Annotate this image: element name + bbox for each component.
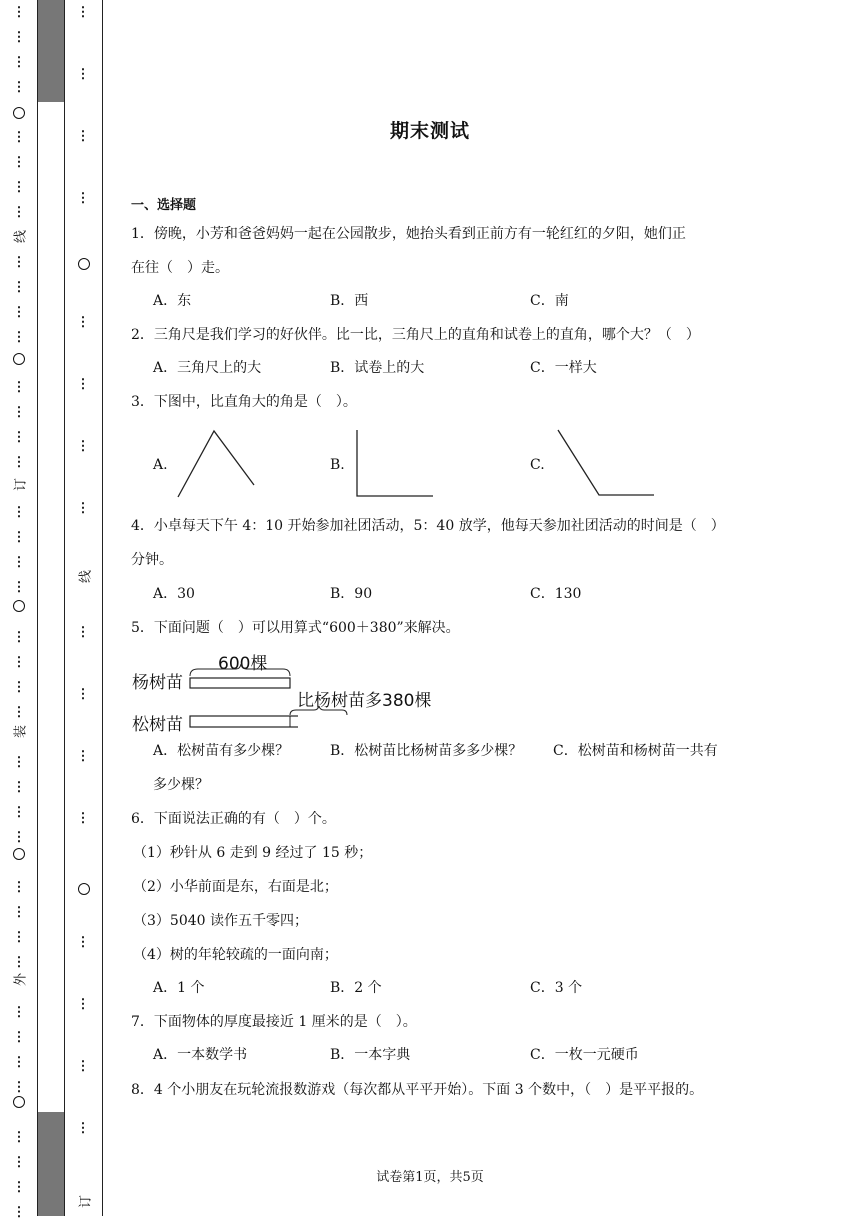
margin-rule	[64, 0, 65, 1216]
question-4-option-c: C．130	[530, 586, 582, 602]
question-5-option-a: A．松树苗有多少棵？	[153, 743, 290, 759]
margin-dot: ⋮	[76, 501, 90, 516]
margin-dot: ⋮	[12, 530, 26, 545]
margin-dot: ⋮	[12, 580, 26, 595]
margin-dot: ⋮	[12, 55, 26, 70]
question-3-option-a: A.	[153, 457, 168, 473]
question-3-option-c: C.	[530, 457, 545, 473]
margin-dot: ⋮	[76, 687, 90, 702]
margin-dot: ⋮	[12, 705, 26, 720]
question-1-stem: 1．傍晚，小芳和爸爸妈妈一起在公园散步，她抬头看到正前方有一轮红红的夕阳，她们正	[131, 226, 686, 242]
margin-dot: ⋮	[12, 755, 26, 770]
margin-label-outside: 外	[13, 973, 29, 987]
margin-label-line-inner: 线	[78, 570, 94, 584]
margin-dot: ⋮	[76, 439, 90, 454]
tape-extra-brace	[288, 700, 350, 718]
question-5-option-c: C．松树苗和杨树苗一共有	[553, 743, 718, 759]
margin-dot: ⋮	[12, 430, 26, 445]
question-5-option-c-cont: 多少棵？	[153, 777, 209, 793]
margin-dot: ⋮	[12, 555, 26, 570]
binding-hole-icon	[13, 1096, 25, 1108]
margin-rule	[102, 0, 103, 1216]
margin-dot: ⋮	[12, 1155, 26, 1170]
question-2-option-b: B．试卷上的大	[330, 360, 425, 376]
margin-dot: ⋮	[12, 630, 26, 645]
margin-dot: ⋮	[12, 1080, 26, 1095]
inner-dot-column	[76, 0, 90, 1216]
angle-b-figure	[350, 425, 440, 500]
margin-dot: ⋮	[12, 1030, 26, 1045]
margin-dot: ⋮	[76, 625, 90, 640]
tape-row1-label: 杨树苗	[132, 673, 183, 693]
margin-shade-top	[38, 0, 64, 102]
margin-dot: ⋮	[12, 80, 26, 95]
question-3-stem: 3．下图中，比直角大的角是（ ）。	[131, 394, 357, 410]
question-7-stem: 7．下面物体的厚度最接近 1 厘米的是（ ）。	[131, 1014, 417, 1030]
question-4-stem-cont: 分钟。	[131, 552, 173, 568]
margin-dot: ⋮	[12, 780, 26, 795]
statement-item: （4）树的年轮较疏的一面向南；	[133, 947, 338, 963]
margin-label-staple-inner: 订	[78, 1195, 94, 1209]
margin-dot: ⋮	[12, 380, 26, 395]
margin-dot: ⋮	[12, 655, 26, 670]
question-2-option-a: A．三角尺上的大	[153, 360, 262, 376]
margin-dot: ⋮	[12, 130, 26, 145]
margin-dot: ⋮	[76, 935, 90, 950]
margin-shade-bottom	[38, 1112, 64, 1216]
margin-dot: ⋮	[76, 191, 90, 206]
margin-dot: ⋮	[12, 280, 26, 295]
margin-dot: ⋮	[12, 505, 26, 520]
margin-dot: ⋮	[12, 805, 26, 820]
binding-hole-icon	[13, 600, 25, 612]
page-title: 期末测试	[389, 120, 470, 142]
margin-dot: ⋮	[12, 180, 26, 195]
question-7-option-b: B．一本字典	[330, 1047, 411, 1063]
margin-dot: ⋮	[12, 880, 26, 895]
binding-hole-icon	[13, 353, 25, 365]
margin-dot: ⋮	[76, 129, 90, 144]
margin-dot: ⋮	[12, 205, 26, 220]
section-heading: 一、选择题	[131, 198, 197, 213]
question-6-option-c: C．3 个	[530, 980, 583, 996]
binding-hole-icon	[78, 258, 90, 270]
binding-hole-icon	[13, 848, 25, 860]
margin-dot: ⋮	[12, 255, 26, 270]
tape-row1-value: 600棵	[218, 654, 268, 674]
margin-dot: ⋮	[76, 1059, 90, 1074]
margin-dot: ⋮	[12, 405, 26, 420]
margin-dot: ⋮	[12, 330, 26, 345]
margin-dot: ⋮	[12, 1130, 26, 1145]
question-4-option-b: B．90	[330, 586, 373, 602]
question-5-option-b: B．松树苗比杨树苗多多少棵？	[330, 743, 523, 759]
question-5-stem: 5．下面问题（ ）可以用算式“600＋380”来解决。	[131, 620, 460, 636]
margin-dot: ⋮	[12, 455, 26, 470]
margin-dot: ⋮	[12, 680, 26, 695]
margin-label-line: 线	[13, 230, 29, 244]
statement-item: （2）小华前面是东，右面是北；	[133, 879, 338, 895]
margin-dot: ⋮	[12, 5, 26, 20]
margin-dot: ⋮	[76, 315, 90, 330]
question-7-option-a: A．一本数学书	[153, 1047, 248, 1063]
angle-c-figure	[550, 425, 660, 500]
question-4-stem: 4．小卓每天下午 4：10 开始参加社团活动，5：40 放学，他每天参加社团活动的时间是（ ）	[131, 518, 725, 534]
margin-dot: ⋮	[12, 1055, 26, 1070]
question-1-option-c: C．南	[530, 293, 569, 309]
margin-dot: ⋮	[12, 1205, 26, 1220]
question-1-option-b: B．西	[330, 293, 369, 309]
tape-row2-label: 松树苗	[132, 715, 183, 735]
question-6-option-b: B．2 个	[330, 980, 382, 996]
question-2-option-c: C．一样大	[530, 360, 597, 376]
margin-rule	[37, 0, 38, 1216]
margin-dot: ⋮	[12, 305, 26, 320]
margin-dot: ⋮	[76, 5, 90, 20]
margin-dot: ⋮	[12, 1005, 26, 1020]
margin-dot: ⋮	[76, 377, 90, 392]
margin-dot: ⋮	[12, 830, 26, 845]
margin-dot: ⋮	[76, 997, 90, 1012]
margin-dot: ⋮	[76, 67, 90, 82]
question-6-stem: 6．下面说法正确的有（ ）个。	[131, 811, 336, 827]
margin-label-bind: 装	[13, 725, 29, 739]
question-8-stem: 8．4 个小朋友在玩轮流报数游戏（每次都从平平开始）。下面 3 个数中，（ ）是平平报的。	[131, 1082, 704, 1098]
angle-a-figure	[170, 425, 265, 500]
statement-item: （3）5040 读作五千零四；	[133, 913, 308, 929]
question-1-option-a: A．东	[153, 293, 192, 309]
tape-row2-note: 比杨树苗多380棵	[297, 691, 432, 711]
margin-dot: ⋮	[12, 1180, 26, 1195]
margin-label-staple: 订	[13, 478, 29, 492]
question-6-option-a: A．1 个	[153, 980, 205, 996]
margin-dot: ⋮	[76, 1121, 90, 1136]
tape-bars	[188, 664, 298, 734]
question-4-option-a: A．30	[153, 586, 195, 602]
statement-item: （1）秒针从 6 走到 9 经过了 15 秒；	[133, 845, 373, 861]
question-2-stem: 2．三角尺是我们学习的好伙伴。比一比，三角尺上的直角和试卷上的直角，哪个大？（ ）	[131, 327, 700, 343]
question-3-option-b: B.	[330, 457, 345, 473]
binding-hole-icon	[78, 883, 90, 895]
margin-dot: ⋮	[12, 155, 26, 170]
margin-dot: ⋮	[12, 30, 26, 45]
page-footer: 试卷第1页，共5页	[376, 1170, 484, 1185]
margin-dot: ⋮	[76, 811, 90, 826]
question-7-option-c: C．一枚一元硬币	[530, 1047, 639, 1063]
margin-dot: ⋮	[12, 905, 26, 920]
margin-dot: ⋮	[76, 749, 90, 764]
margin-dot: ⋮	[12, 955, 26, 970]
question-1-stem-cont: 在往（ ）走。	[131, 260, 229, 276]
margin-dot: ⋮	[12, 930, 26, 945]
